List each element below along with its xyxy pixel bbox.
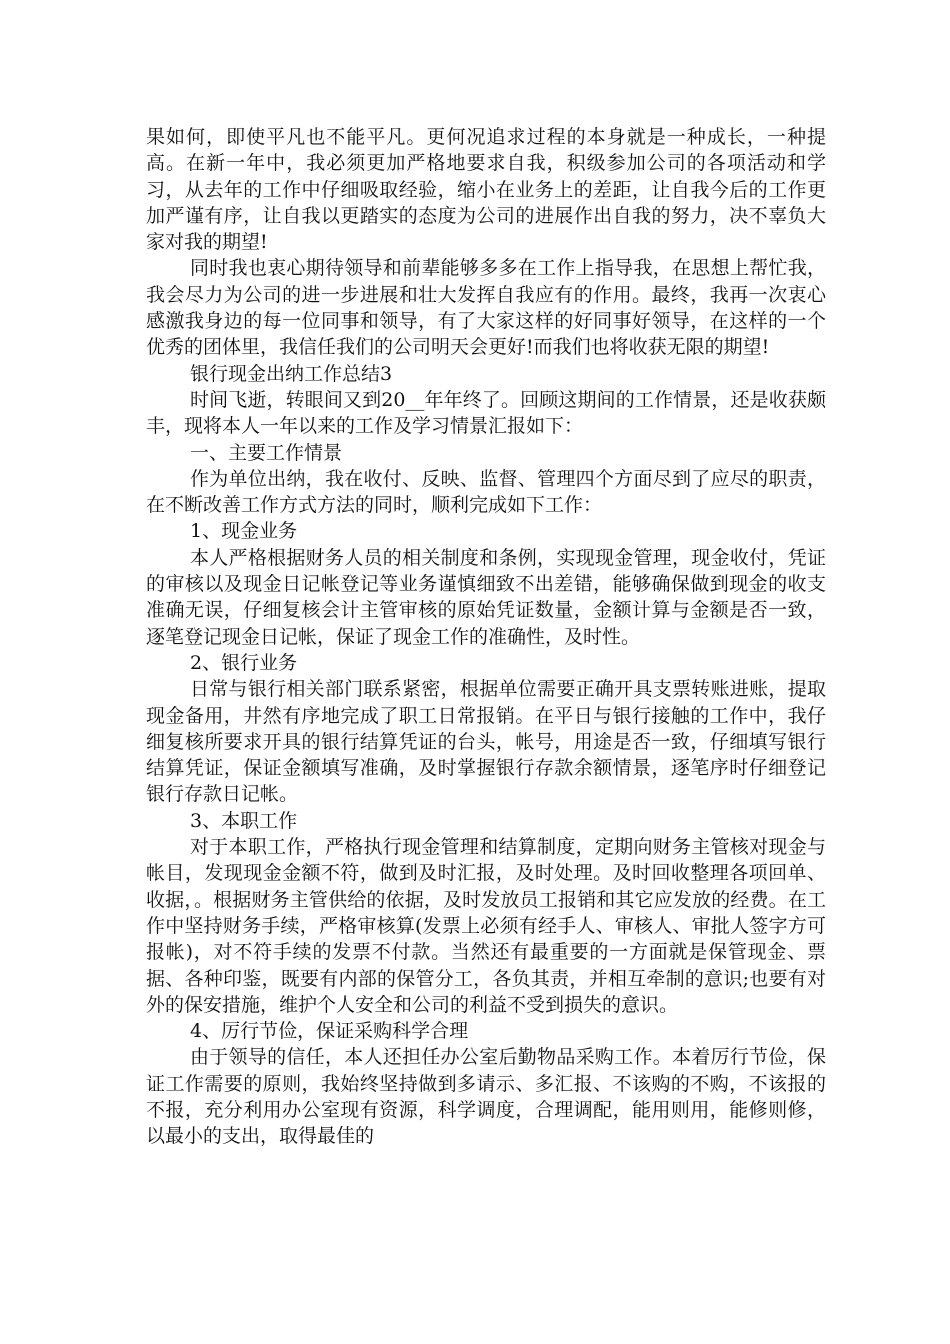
- paragraph-duties: 作为单位出纳，我在收付、反映、监督、管理四个方面尽到了应尽的职责，在不断改善工作方式方法的同时，顺利完成如下工作：: [146, 467, 826, 517]
- heading-own-work: 3、本职工作: [190, 809, 298, 832]
- paragraph-own-work: 对于本职工作，严格执行现金管理和结算制度，定期向财务主管核对现金与帐目，发现现金金额不符，做到及时汇报，及时处理。及时回收整理各项回单、收据，。根据财务主管供给的依据，及时发放员工报销和其它应发放的经费。在工作中坚持财务手续，严格审核算(发票上必须有经手人、审核人、审批人签字方可报帐)，对不符手续的发票不付款。当然还有最重要的一方面就是保管现金、票据、各种印鉴，既要有内部的保管分工，各负其责，并相互牵制的意识;也要有对外的保安措施，维护个人安全和公司的利益不受到损失的意识。: [146, 836, 826, 1016]
- paragraph-2: 同时我也衷心期待领导和前辈能够多多在工作上指导我，在思想上帮忙我，我会尽力为公司的进一步进展和壮大发挥自我应有的作用。最终，我再一次衷心感激我身边的每一位同事和领导，有了大家这样的好同事好领导，在这样的一个优秀的团体里，我信任我们的公司明天会更好!而我们也将收获无限的期望!: [146, 257, 826, 359]
- section-title: 银行现金出纳工作总结3: [190, 362, 393, 385]
- heading-main-work: 一、主要工作情景: [190, 441, 343, 464]
- heading-cash-business: 1、现金业务: [190, 520, 298, 543]
- paragraph-bank-business: 日常与银行相关部门联系紧密，根据单位需要正确开具支票转账进账，提取现金备用，井然有序地完成了职工日常报销。在平日与银行接触的工作中，我仔细复核所要求开具的银行结算凭证的台头，帐号，用途是否一致，仔细填写银行结算凭证，保证金额填写准确，及时掌握银行存款余额情景，逐笔序时仔细登记银行存款日记帐。: [146, 678, 826, 806]
- paragraph-cash-business: 本人严格根据财务人员的相关制度和条例，实现现金管理，现金收付，凭证的审核以及现金日记帐登记等业务谨慎细致不出差错，能够确保做到现金的收支准确无误，仔细复核会计主管审核的原始凭证数量，金额计算与金额是否一致，逐笔登记现金日记帐，保证了现金工作的准确性，及时性。: [146, 546, 826, 648]
- paragraph-intro: 时间飞逝，转眼间又到20__年年终了。回顾这期间的工作情景，还是收获颇丰，现将本人一年以来的工作及学习情景汇报如下：: [146, 388, 826, 438]
- heading-thrift: 4、厉行节俭，保证采购科学合理: [190, 1020, 469, 1043]
- document-page: [146, 124, 826, 1150]
- paragraph-thrift: 由于领导的信任，本人还担任办公室后勤物品采购工作。本着厉行节俭，保证工作需要的原则，我始终坚持做到多请示、多汇报、不该购的不购，不该报的不报，充分利用办公室现有资源，科学调度，合理调配，能用则用，能修则修，以最小的支出，取得最佳的: [146, 1046, 826, 1148]
- heading-bank-business: 2、银行业务: [190, 651, 298, 674]
- paragraph-1: 果如何，即使平凡也不能平凡。更何况追求过程的本身就是一种成长，一种提高。在新一年中，我必须更加严格地要求自我，积级参加公司的各项活动和学习，从去年的工作中仔细吸取经验，缩小在业务上的差距，让自我今后的工作更加严谨有序，让自我以更踏实的态度为公司的进展作出自我的努力，决不辜负大家对我的期望!: [146, 126, 826, 254]
